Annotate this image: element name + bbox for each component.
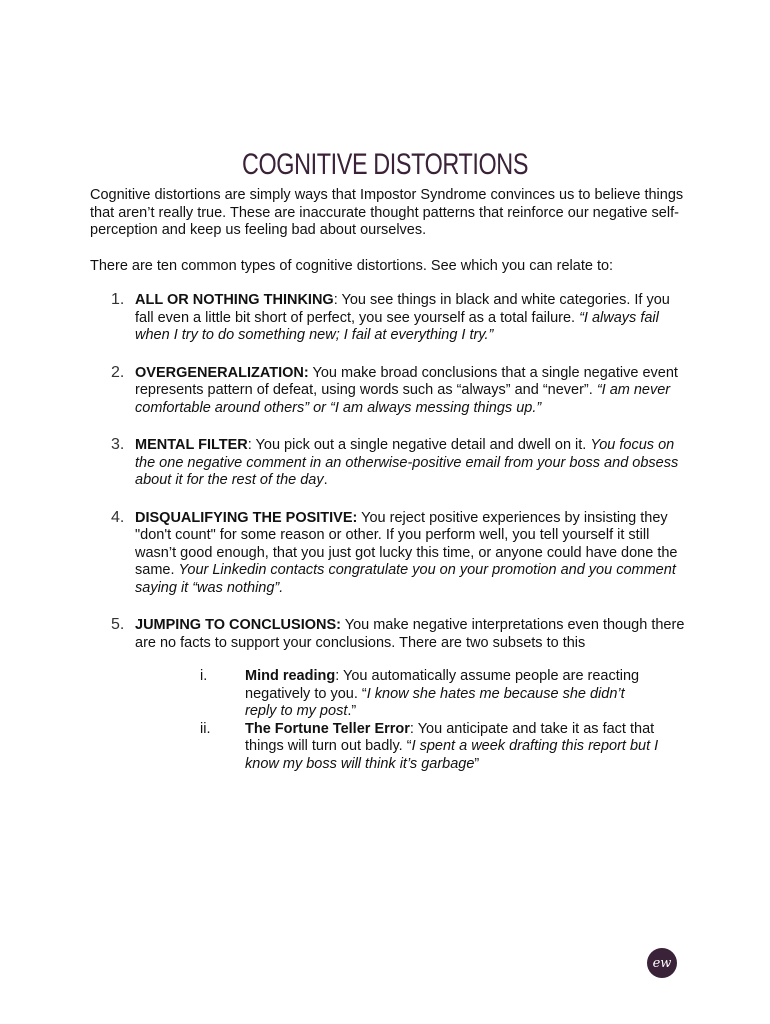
- sub-item-description: : You automatically assume people are reacting negatively to you. “: [245, 668, 640, 702]
- sub-item-description: : You anticipate and take it as fact that things will turn out badly. “: [245, 720, 655, 754]
- list-item: [108, 510, 688, 598]
- item-term: DISQUALIFYING THE POSITIVE:: [135, 509, 358, 526]
- intro-paragraph: Cognitive distortions are simply ways that Impostor Syndrome convinces us to believe things that aren’t really true. These are inaccurate thought patterns that reinforce our negative self-perception and keep us feeling bad about ourselves.: [90, 187, 684, 238]
- item-description: You reject positive experiences by insisting they "don't count" for some reason or other. If you perform well, you tell yourself it still wasn’t good enough, that you just got lucky this time, or anyone could have done the same.: [135, 509, 678, 578]
- item-term: ALL OR NOTHING THINKING: [135, 292, 334, 308]
- item-example: “I am never comfortable around others” or “I am always messing things up.”: [135, 382, 671, 416]
- sub-item-number: i.: [200, 668, 208, 684]
- distortion-list: [108, 292, 688, 793]
- item-number: 1.: [111, 291, 125, 308]
- item-tail: .: [323, 472, 328, 488]
- item-description: : You pick out a single negative detail and dwell on it.: [247, 437, 591, 453]
- logo-text: ew: [652, 955, 672, 971]
- item-description: You make negative interpretations even though there are no facts to support your conclusions. There are two subsets to this: [135, 617, 685, 651]
- list-item: [108, 365, 688, 418]
- sub-item-number: ii.: [200, 720, 211, 737]
- item-term: MENTAL FILTER: [135, 437, 248, 453]
- lead-paragraph: There are ten common types of cognitive distortions. See which you can relate to:: [90, 258, 614, 274]
- item-example: You focus on the one negative comment in an otherwise-positive email from your boss and obsess about it for the rest of the day: [135, 437, 679, 488]
- item-description: : You see things in black and white categories. If you fall even a little bit short of perfect, you see yourself as a total failure.: [135, 292, 670, 326]
- item-number: 4.: [111, 508, 125, 526]
- item-term: OVERGENERALIZATION:: [135, 364, 309, 381]
- item-number: 5.: [111, 616, 125, 633]
- item-number: 3.: [111, 436, 125, 453]
- item-term: JUMPING TO CONCLUSIONS:: [135, 617, 341, 633]
- sub-item-tail: ”: [474, 755, 480, 772]
- item-number: 2.: [111, 363, 125, 381]
- sub-list: [200, 668, 660, 773]
- item-example: Your Linkedin contacts congratulate you on your promotion and you comment saying it “was nothing”.: [135, 562, 676, 596]
- sub-list-item: [200, 668, 660, 721]
- brand-logo-icon: [647, 948, 677, 978]
- list-item: [108, 292, 688, 345]
- sub-item-example: I spent a week drafting this report but I know my boss will think it’s garbage: [245, 738, 659, 772]
- item-example: “I always fail when I try to do something new; I fail at everything I try.”: [135, 309, 659, 343]
- list-item: [108, 617, 688, 773]
- page-title: COGNITIVE DISTORTIONS: [241, 148, 529, 182]
- sub-item-term: Mind reading: [245, 668, 336, 684]
- sub-item-term: The Fortune Teller Error: [245, 720, 410, 737]
- sub-list-item: [200, 721, 660, 774]
- list-item: [108, 437, 688, 490]
- sub-item-tail: .”: [347, 703, 357, 719]
- sub-item-example: I know she hates me because she didn’t reply to my post: [245, 685, 625, 719]
- item-description: You make broad conclusions that a single negative event represents pattern of defeat, using words such as “always” and “never”.: [135, 364, 678, 398]
